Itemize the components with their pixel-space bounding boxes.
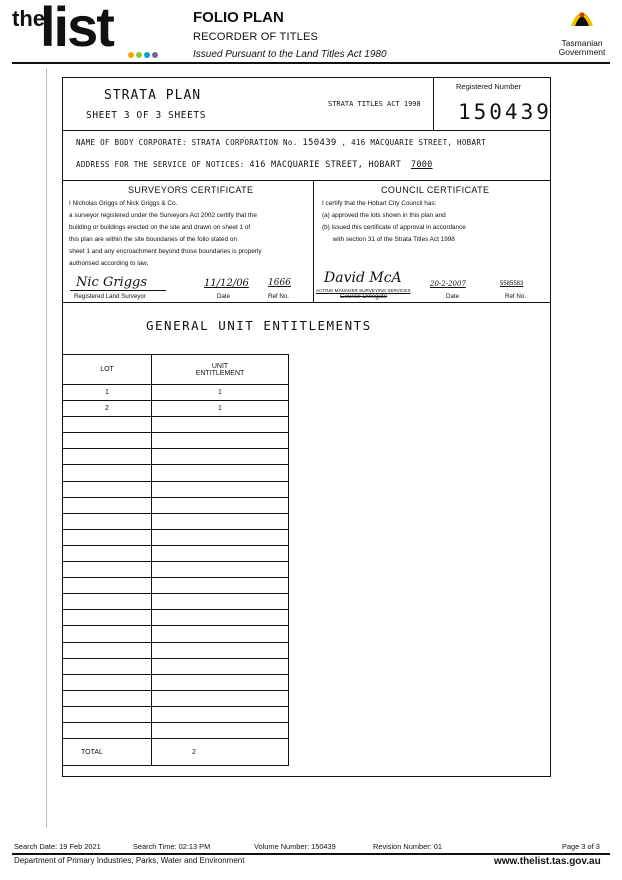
cert-line: (a) approved the lots shown in this plan and bbox=[322, 212, 446, 219]
surveyor-signature: Nic Griggs bbox=[76, 275, 148, 290]
entitlements-title: GENERAL UNIT ENTITLEMENTS bbox=[146, 318, 372, 333]
empty-row bbox=[63, 562, 289, 578]
logo-dots bbox=[128, 52, 158, 58]
site-url: www.thelist.tas.gov.au bbox=[494, 856, 601, 867]
registered-number: 150439 bbox=[458, 100, 552, 124]
council-cert-text bbox=[322, 198, 548, 246]
empty-cell bbox=[63, 658, 152, 674]
surveyor-date: 11/12/06 bbox=[204, 278, 249, 289]
logo-dot bbox=[136, 52, 142, 58]
acting-manager: ACTING MANAGER SURVEYING SERVICES bbox=[316, 288, 411, 293]
volume-number: Volume Number: 150439 bbox=[254, 842, 336, 851]
council-cert-title: COUNCIL CERTIFICATE bbox=[381, 185, 490, 195]
empty-row bbox=[63, 497, 289, 513]
body-corporate-label: NAME OF BODY CORPORATE: STRATA CORPORATION No. bbox=[76, 138, 298, 147]
divider bbox=[62, 302, 551, 303]
empty-cell bbox=[152, 433, 289, 449]
empty-cell bbox=[63, 690, 152, 706]
cert-line: building or buildings erected on the site and drawn on sheet 1 of bbox=[69, 224, 251, 231]
empty-row bbox=[63, 578, 289, 594]
empty-cell bbox=[152, 578, 289, 594]
signature-line bbox=[70, 290, 166, 291]
act-caption: Issued Pursuant to the Land Titles Act 1980 bbox=[193, 49, 387, 60]
surveyor-cert-text bbox=[69, 198, 311, 270]
postcode: 7000 bbox=[410, 160, 433, 170]
divider bbox=[62, 130, 551, 131]
col-lot-header: LOT bbox=[63, 355, 152, 385]
cert-line: (b) issued this certificate of approval in accordance bbox=[322, 224, 466, 231]
cert-divider bbox=[313, 180, 314, 303]
council-date-label: Date bbox=[446, 293, 460, 300]
total-row bbox=[63, 739, 289, 766]
cert-line: with section 31 of the Strata Titles Act 1998 bbox=[322, 236, 455, 243]
total-label: TOTAL bbox=[63, 739, 152, 766]
empty-cell bbox=[152, 529, 289, 545]
empty-row bbox=[63, 545, 289, 561]
page-number: Page 3 of 3 bbox=[562, 842, 600, 851]
empty-cell bbox=[63, 481, 152, 497]
logo-dot bbox=[128, 52, 134, 58]
entitlements-table bbox=[62, 354, 289, 766]
empty-row bbox=[63, 594, 289, 610]
department: Department of Primary Industries, Parks, Water and Environment bbox=[14, 856, 245, 865]
empty-cell bbox=[63, 545, 152, 561]
search-time: Search Time: 02:13 PM bbox=[133, 842, 211, 851]
council-ref: 5585583 bbox=[500, 281, 524, 287]
empty-cell bbox=[63, 529, 152, 545]
empty-cell bbox=[152, 545, 289, 561]
empty-row bbox=[63, 706, 289, 722]
body-corporate-row bbox=[76, 138, 486, 148]
empty-row bbox=[63, 513, 289, 529]
empty-row bbox=[63, 690, 289, 706]
empty-cell bbox=[152, 481, 289, 497]
body-corporate-no: 150439 bbox=[302, 138, 337, 148]
empty-row bbox=[63, 433, 289, 449]
empty-row bbox=[63, 658, 289, 674]
empty-cell bbox=[152, 562, 289, 578]
empty-cell bbox=[63, 513, 152, 529]
logo-dot bbox=[144, 52, 150, 58]
strata-act: STRATA TITLES ACT 1998 bbox=[328, 100, 421, 108]
revision-number: Revision Number: 01 bbox=[373, 842, 443, 851]
empty-row bbox=[63, 481, 289, 497]
registered-label: Registered Number bbox=[456, 82, 522, 91]
empty-row bbox=[63, 722, 289, 738]
empty-cell bbox=[63, 449, 152, 465]
lot-cell: 2 bbox=[63, 401, 152, 417]
empty-cell bbox=[63, 497, 152, 513]
page-title: FOLIO PLAN bbox=[193, 9, 284, 26]
cert-line: I Nicholas Griggs of Nick Griggs & Co. bbox=[69, 200, 178, 207]
empty-row bbox=[63, 449, 289, 465]
scan-edge bbox=[46, 68, 47, 828]
empty-cell bbox=[63, 722, 152, 738]
empty-cell bbox=[63, 594, 152, 610]
empty-cell bbox=[63, 562, 152, 578]
empty-row bbox=[63, 417, 289, 433]
empty-cell bbox=[63, 674, 152, 690]
surveyor-ref-label: Ref No. bbox=[268, 293, 289, 300]
logo-dot bbox=[152, 52, 158, 58]
empty-cell bbox=[63, 642, 152, 658]
empty-cell bbox=[63, 578, 152, 594]
empty-cell bbox=[152, 674, 289, 690]
col-unit-line: ENTITLEMENT bbox=[195, 369, 245, 377]
empty-cell bbox=[63, 626, 152, 642]
empty-cell bbox=[152, 449, 289, 465]
address-value: 416 MACQUARIE STREET, HOBART bbox=[249, 160, 402, 170]
empty-cell bbox=[152, 610, 289, 626]
footer-rule bbox=[12, 853, 610, 855]
total-value: 2 bbox=[152, 739, 289, 766]
empty-cell bbox=[63, 465, 152, 481]
address-row bbox=[76, 160, 433, 170]
table-header-row bbox=[63, 355, 289, 385]
unit-cell: 1 bbox=[152, 401, 289, 417]
surveyor-ref: 1666 bbox=[268, 278, 291, 288]
plan-title: STRATA PLAN bbox=[104, 88, 202, 103]
tasmanian-emblem-icon bbox=[567, 8, 597, 32]
surveyor-date-label: Date bbox=[217, 293, 231, 300]
empty-cell bbox=[152, 626, 289, 642]
empty-row bbox=[63, 642, 289, 658]
empty-cell bbox=[152, 497, 289, 513]
cert-line: this plan are within the site boundaries of the folio stated on bbox=[69, 236, 238, 243]
council-signature: David McA bbox=[324, 270, 402, 286]
empty-cell bbox=[63, 610, 152, 626]
council-delegate: Council Delegate bbox=[340, 293, 388, 300]
empty-row bbox=[63, 465, 289, 481]
sheet-label: SHEET 3 OF 3 SHEETS bbox=[86, 110, 207, 121]
empty-cell bbox=[152, 658, 289, 674]
empty-cell bbox=[152, 706, 289, 722]
surveyor-sig-label: Registered Land Surveyor bbox=[74, 293, 146, 300]
gov-line-1: Tasmanian bbox=[561, 38, 603, 48]
empty-row bbox=[63, 610, 289, 626]
address-label: ADDRESS FOR THE SERVICE OF NOTICES: bbox=[76, 160, 245, 169]
header-rule bbox=[12, 62, 610, 64]
logo-the: the bbox=[12, 6, 45, 31]
table-row bbox=[63, 401, 289, 417]
empty-cell bbox=[63, 417, 152, 433]
empty-cell bbox=[152, 722, 289, 738]
col-unit-header bbox=[152, 355, 289, 385]
empty-cell bbox=[152, 594, 289, 610]
lot-cell: 1 bbox=[63, 385, 152, 401]
logo-list: list bbox=[40, 0, 113, 58]
empty-cell bbox=[152, 465, 289, 481]
body-corporate-address: , 416 MACQUARIE STREET, HOBART bbox=[341, 138, 486, 147]
search-date: Search Date: 19 Feb 2021 bbox=[14, 842, 101, 851]
council-date: 20-2-2007 bbox=[430, 280, 466, 288]
table-row bbox=[63, 385, 289, 401]
cert-line: a surveyor registered under the Surveyors Act 2002 certify that the bbox=[69, 212, 257, 219]
divider bbox=[62, 180, 551, 181]
empty-row bbox=[63, 674, 289, 690]
government-logo bbox=[552, 8, 612, 57]
page-subtitle: RECORDER OF TITLES bbox=[193, 31, 319, 43]
unit-cell: 1 bbox=[152, 385, 289, 401]
empty-cell bbox=[152, 513, 289, 529]
cert-line: sheet 1 and any encroachment beyond those boundaries is properly bbox=[69, 248, 262, 255]
empty-row bbox=[63, 626, 289, 642]
cert-line: authorised according to law. bbox=[69, 260, 149, 267]
cert-line: I certify that the Hobart City Council has: bbox=[322, 200, 437, 207]
empty-cell bbox=[152, 642, 289, 658]
empty-cell bbox=[152, 690, 289, 706]
gov-line-2: Government bbox=[558, 47, 606, 57]
empty-row bbox=[63, 529, 289, 545]
col-unit-line: UNIT bbox=[211, 362, 229, 370]
council-ref-label: Ref No. bbox=[505, 293, 526, 300]
surveyor-cert-title: SURVEYORS CERTIFICATE bbox=[128, 185, 254, 195]
empty-cell bbox=[63, 433, 152, 449]
empty-cell bbox=[152, 417, 289, 433]
empty-cell bbox=[63, 706, 152, 722]
